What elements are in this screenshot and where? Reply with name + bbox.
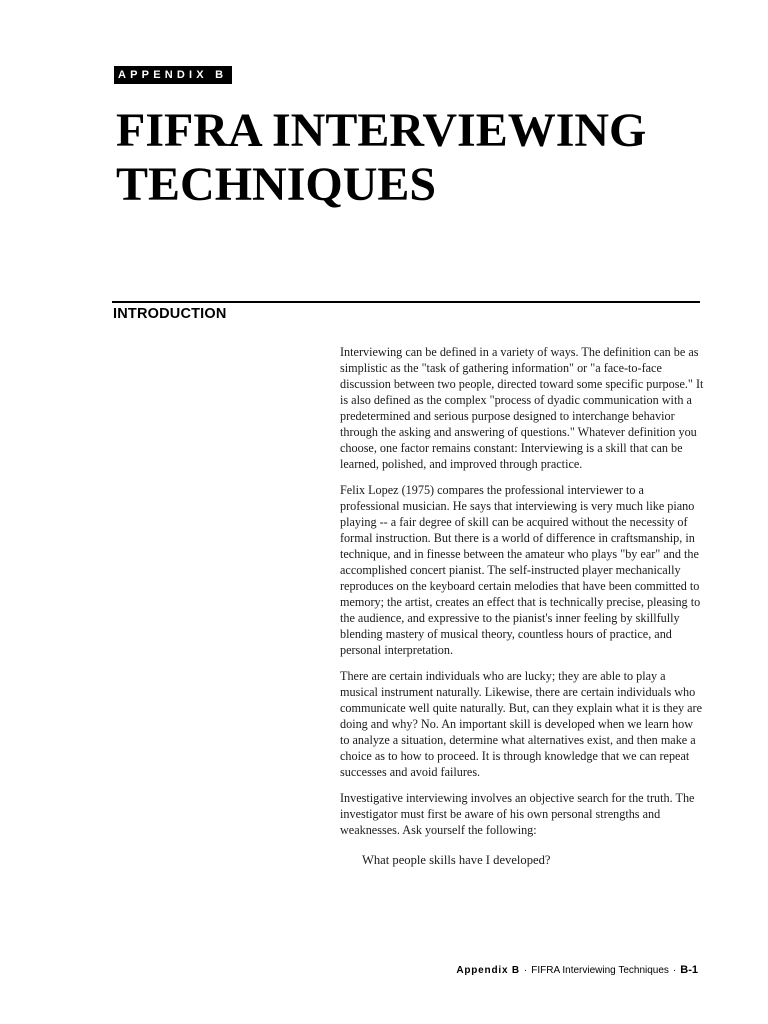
paragraph-3: There are certain individuals who are lucky; they are able to play a musical instrument naturally. Likewise, there are certain individuals who communicate well quite naturally. But, can they explain what it is they are doing and why? No. An important skill is developed when we learn how to analyze a situation, determine what alternatives exist, and then make a choice as to how to proceed. It is through knowledge that we can repeat successes and avoid failures. [340,669,703,779]
page-title-line-2: TECHNIQUES [116,158,437,211]
footer-appendix-label: Appendix B [456,965,520,976]
section-heading-introduction: INTRODUCTION [113,306,227,322]
page-title-line-1: FIFRA INTERVIEWING [116,104,647,157]
footer-separator: · [672,965,677,976]
appendix-label: APPENDIX B [114,66,232,84]
section-divider [112,301,700,303]
paragraph-1: Interviewing can be defined in a variety of ways. The definition can be as simplistic as the "task of gathering information" or "a face-to-face discussion between two people, directed toward some specific purpose." It is also defined as the complex "process of dyadic communication with a predetermined and serious purpose designed to interchange behavior through the asking and answering of questions." Whatever definition you choose, one factor remains constant: Interviewing is a skill that can be learned, polished, and improved through practice. [340,345,704,471]
footer-title: FIFRA Interviewing Techniques [531,965,669,976]
page-number: B-1 [680,964,698,976]
body-text-column [340,344,704,878]
paragraph-4: Investigative interviewing involves an objective search for the truth. The investigator must first be aware of his own personal strengths and weaknesses. Ask yourself the following: [340,791,695,837]
paragraph-2: Felix Lopez (1975) compares the professional interviewer to a professional musician. He says that interviewing is very much like piano playing -- a fair degree of skill can be acquired without the necessity of formal instruction. But there is a world of difference in craftsmanship, in technique, and in finesse between the amateur who plays "by ear" and the accomplished concert pianist. The self-instructed player mechanically reproduces on the keyboard certain melodies that have been committed to memory; the artist, creates an effect that is technically precise, pleasing to the audience, and expressive to the pianist's inner feeling by skillfully blending mastery of musical theory, countless hours of practice, and personal interpretation. [340,483,701,657]
page-title [116,104,736,212]
footer-separator: · [523,965,528,976]
page-footer [456,964,698,976]
question-item: What people skills have I developed? [362,853,551,867]
